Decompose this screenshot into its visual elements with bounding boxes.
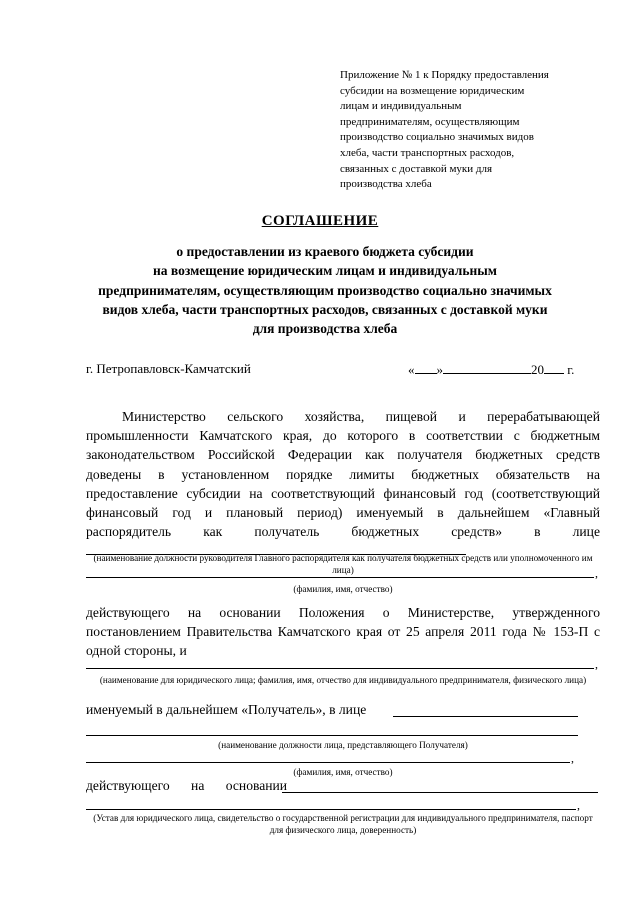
recipient-position-blank-2[interactable]: [86, 735, 578, 736]
comma-mark: ,: [577, 798, 580, 812]
date-field: [408, 361, 574, 378]
year-blank[interactable]: [544, 361, 564, 374]
note-fio-1: (фамилия, имя, отчество): [293, 584, 393, 594]
basis-document-blank-2[interactable]: [86, 809, 576, 810]
year-prefix: 20: [531, 362, 544, 377]
year-suffix: г.: [567, 362, 575, 377]
comma-mark: ,: [595, 657, 598, 671]
note-recipient-name: (наименование для юридического лица; фамилия, имя, отчество для индивидуального предпринимателя, физического лица): [99, 675, 587, 685]
basis-document-blank-1[interactable]: [282, 792, 598, 793]
subtitle-line: для производства хлеба: [252, 321, 398, 337]
acting-basis-paragraph: действующего на основании Положения о Министерстве, утвержденного постановлением Правительства Камчатского края от 25 апреля 2011 года № 153-П с одной стороны, и: [86, 605, 600, 659]
subtitle-line: о предоставлении из краевого бюджета субсидии: [176, 244, 474, 259]
comma-mark: ,: [595, 566, 598, 580]
appendix-line: предпринимателям, осуществляющим: [340, 115, 520, 128]
appendix-note: [340, 68, 610, 193]
appendix-line: лицам и индивидуальным: [340, 100, 462, 113]
day-blank[interactable]: [415, 361, 437, 374]
acting-basis-2: действующего на основании: [86, 778, 288, 793]
document-title: СОГЛАШЕНИЕ: [261, 213, 379, 229]
head-fio-blank[interactable]: [86, 577, 594, 578]
comma-mark: ,: [571, 751, 574, 765]
document-subtitle: [80, 242, 570, 338]
recipient-fio-blank[interactable]: [86, 762, 570, 763]
date-quote-open: «: [408, 362, 415, 377]
appendix-line: производства хлеба: [340, 178, 432, 191]
appendix-line: связанных с доставкой муки для: [340, 162, 493, 175]
recipient-name-blank[interactable]: [86, 668, 594, 669]
recipient-position-blank-1[interactable]: [393, 716, 578, 717]
note-fio-2: (фамилия, имя, отчество): [293, 767, 393, 777]
appendix-line: хлеба, части транспортных расходов,: [340, 146, 515, 159]
date-quote-close: »: [436, 362, 443, 377]
note-recipient-position: (наименование должности лица, представляющего Получателя): [218, 740, 468, 750]
place-of-signing: г. Петропавловск-Камчатский: [86, 361, 251, 376]
intro-text: Министерство сельского хозяйства, пищевой и перерабатывающей промышленности Камчатского края, до которого в соответствии с бюджетным законодательством Российской Федерации как получателя бюджетных средств доведены в установленном порядке лимиты бюджетных обязательств на предоставление субсидии на соответствующий финансовый год (соответствующий финансовый год и плановый период) именуемый в дальнейшем «Главный распорядитель как получатель бюджетных средств» в лице: [86, 409, 600, 540]
note-documents: (Устав для юридического лица, свидетельство о государственной регистрации для индивидуального предпринимателя, паспорт для физического лица, доверенность): [93, 813, 593, 835]
month-blank[interactable]: [443, 361, 531, 374]
appendix-line: субсидии на возмещение юридическим: [340, 84, 525, 97]
appendix-line: Приложение № 1 к Порядку предоставления: [340, 69, 549, 81]
note-head-position: (наименование должности руководителя Главного распорядителя как получателя бюджетных средств или уполномоченного им лица): [93, 553, 593, 575]
subtitle-line: предпринимателям, осуществляющим производство социально значимых: [98, 282, 552, 298]
recipient-intro: именуемый в дальнейшем «Получатель», в лице: [86, 702, 367, 717]
appendix-line: производство социально значимых видов: [340, 131, 534, 144]
subtitle-line: видов хлеба, части транспортных расходов, связанных с доставкой муки: [102, 301, 548, 317]
intro-paragraph: [86, 407, 600, 561]
subtitle-line: на возмещение юридическим лицам и индивидуальным: [152, 263, 498, 279]
